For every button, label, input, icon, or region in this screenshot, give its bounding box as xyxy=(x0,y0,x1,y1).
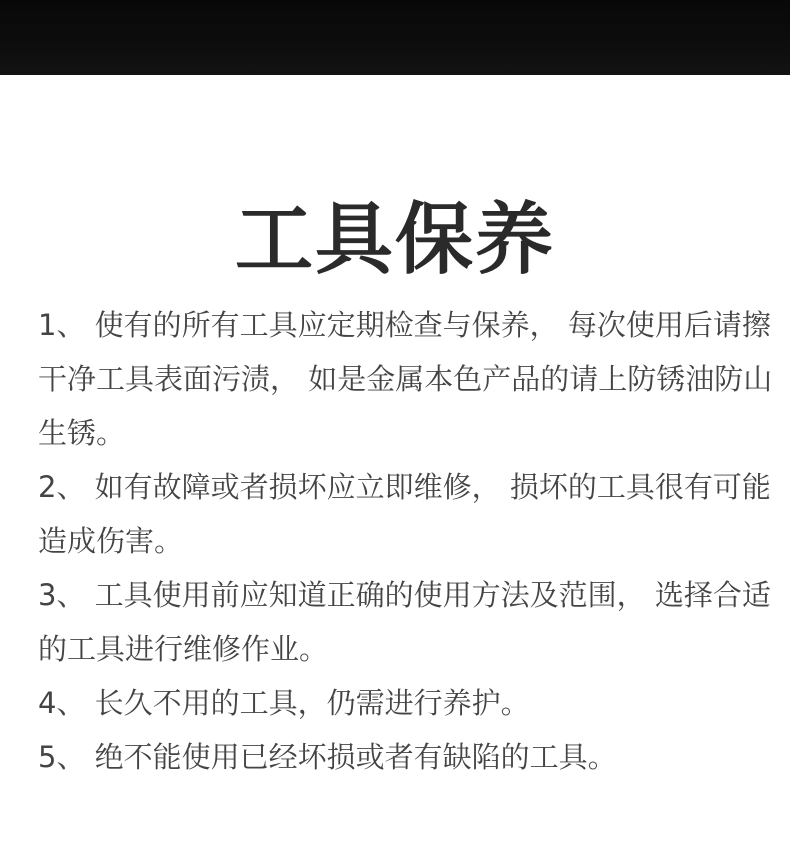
instruction-item-4: 4、 长久不用的工具，仍需进行养护。 xyxy=(38,686,530,720)
instruction-item-1: 1、 使有的所有工具应定期检查与保养， 每次使用后请擦干净工具表面污渍， 如是金属本色产品的请上防锈油防山生锈。 xyxy=(38,308,773,450)
instruction-item-5: 5、 绝不能使用已经坏损或者有缺陷的工具。 xyxy=(38,740,617,774)
top-dark-banner xyxy=(0,0,790,75)
page-title: 工具保养 xyxy=(234,195,555,286)
instruction-item-2: 2、 如有故障或者损坏应立即维修， 损坏的工具很有可能造成伤害。 xyxy=(38,470,771,558)
maintenance-instructions xyxy=(38,298,773,784)
instruction-item-3: 3、 工具使用前应知道正确的使用方法及范围， 选择合适的工具进行维修作业。 xyxy=(38,578,771,666)
